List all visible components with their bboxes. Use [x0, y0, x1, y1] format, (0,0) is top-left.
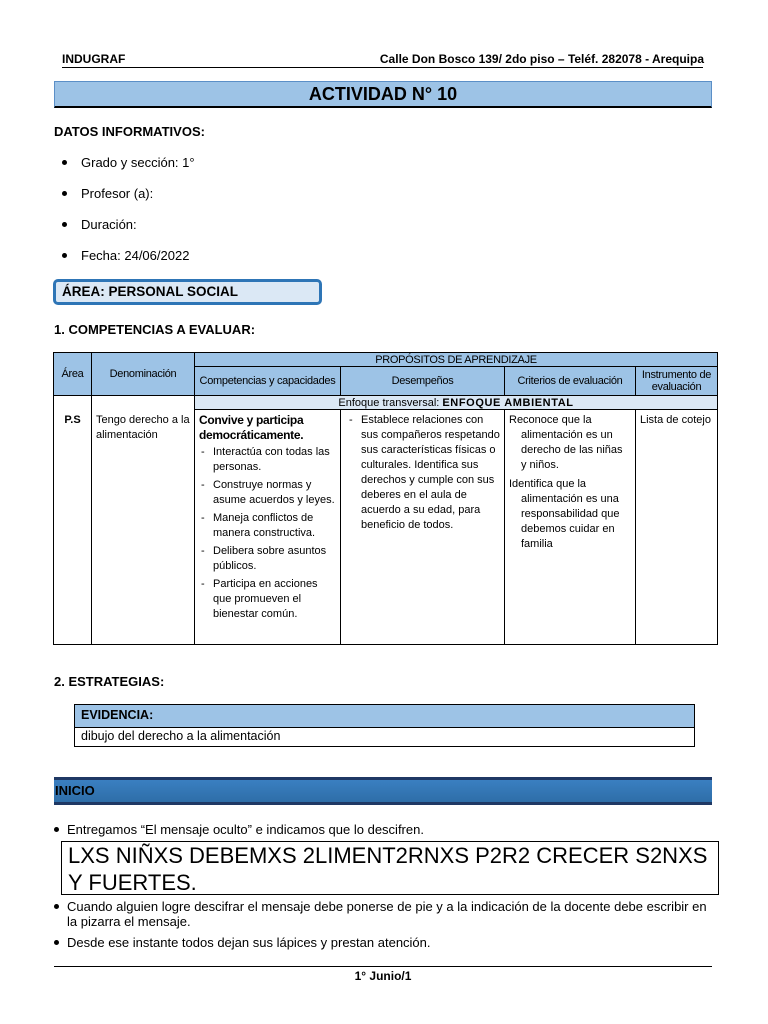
company-address: Calle Don Bosco 139/ 2do piso – Teléf. 282078 - Arequipa	[379, 52, 704, 66]
page-footer: 1° Junio/1	[354, 969, 412, 983]
header-competencias: Competencias y capacidades	[195, 367, 341, 396]
section-estrategias: 2. ESTRATEGIAS:	[54, 674, 165, 689]
list-item: Grado y sección: 1°	[62, 155, 195, 170]
list-item: Duración:	[62, 217, 137, 232]
competencias-table	[53, 352, 718, 645]
bullet-icon	[62, 160, 67, 165]
capacidades-list	[199, 445, 336, 622]
area-label: ÁREA: PERSONAL SOCIAL	[53, 279, 322, 305]
bullet-icon	[54, 904, 59, 909]
enfoque-row: Enfoque transversal: ENFOQUE AMBIENTAL	[195, 396, 718, 410]
list-item: - Delibera sobre asuntos públicos.	[199, 544, 336, 574]
criterio-item: Identifica que la alimentación es una responsabilidad que debemos cuidar en familia	[509, 478, 620, 550]
evidencia-label: EVIDENCIA:	[75, 705, 694, 728]
evidencia-box	[74, 704, 695, 747]
evidencia-value: dibujo del derecho a la alimentación	[81, 729, 281, 743]
bullet-icon	[62, 191, 67, 196]
bullet-icon	[62, 222, 67, 227]
header-propositos: PROPÓSITOS DE APRENDIZAJE	[195, 353, 718, 367]
cell-denominacion: Tengo derecho a la alimentación	[92, 410, 195, 645]
cell-desempenos	[341, 410, 505, 645]
cell-area: P.S	[54, 410, 92, 645]
cell-competencias	[195, 410, 341, 645]
section-competencias: 1. COMPETENCIAS A EVALUAR:	[54, 322, 256, 337]
competencia-title: Convive y participa democráticamente.	[199, 413, 304, 442]
list-item: - Participa en acciones que promueven el bienestar común.	[199, 577, 336, 622]
paragraph: Cuando alguien logre descifrar el mensaje debe ponerse de pie y a la indicación de la docente debe escribir en la pizarra el mensaje.	[53, 899, 713, 929]
table-row	[54, 410, 718, 645]
header-criterios: Criterios de evaluación	[505, 367, 636, 396]
header-instrumento: Instrumento de evaluación	[636, 367, 718, 396]
header-area: Área	[54, 353, 92, 396]
hidden-message: LXS NIÑXS DEBEMXS 2LIMENT2RNXS P2R2 CRECER S2NXS Y FUERTES.	[61, 841, 719, 895]
bullet-icon	[62, 253, 67, 258]
list-item: - Interactúa con todas las personas.	[199, 445, 336, 475]
cell-instrumento: Lista de cotejo	[636, 410, 718, 645]
list-item: Profesor (a):	[62, 186, 153, 201]
cell-criterios	[505, 410, 636, 645]
page-header	[62, 52, 704, 66]
header-divider	[62, 67, 703, 68]
list-item: - Maneja conflictos de manera constructiva.	[199, 511, 336, 541]
list-item: - Construye normas y asume acuerdos y leyes.	[199, 478, 336, 508]
footer-divider	[54, 966, 712, 967]
bullet-icon	[54, 940, 59, 945]
header-desempenos: Desempeños	[341, 367, 505, 396]
bullet-icon	[54, 827, 59, 832]
header-denominacion: Denominación	[92, 353, 195, 396]
inicio-heading: INICIO	[54, 777, 712, 805]
datos-heading: DATOS INFORMATIVOS:	[54, 124, 205, 139]
desempeno-text: - Establece relaciones con sus compañeros respetando sus características físicas o culturales. Identifica sus derechos y cumple con sus deberes en el aula de acuerdo a su edad, para beneficio de todos.	[347, 413, 500, 533]
activity-title: ACTIVIDAD N° 10	[54, 81, 712, 108]
criterio-item: Reconoce que la alimentación es un derecho de las niñas y niños.	[509, 414, 623, 471]
company-name: INDUGRAF	[62, 52, 126, 66]
list-item: Fecha: 24/06/2022	[62, 248, 189, 263]
paragraph: Desde ese instante todos dejan sus lápices y prestan atención.	[53, 935, 713, 950]
paragraph: Entregamos “El mensaje oculto” e indicamos que lo descifren.	[53, 822, 713, 837]
